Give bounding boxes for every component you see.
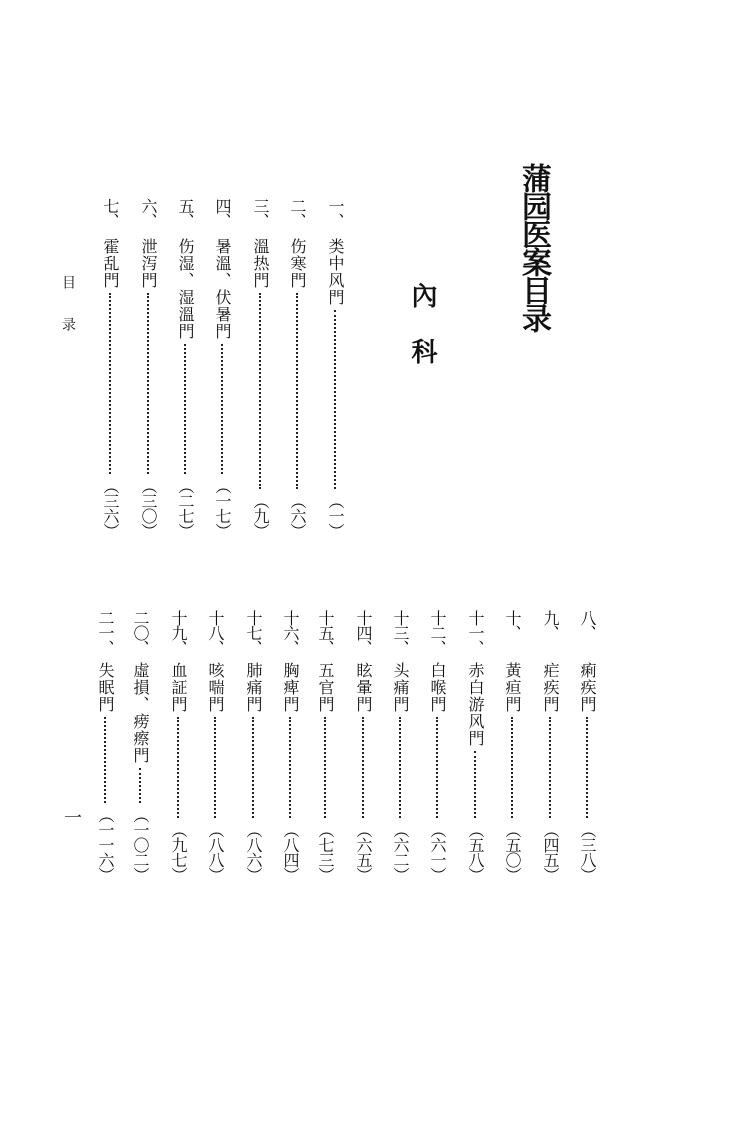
- toc-entry[interactable]: [540, 610, 560, 882]
- entry-title: 头痛門: [391, 662, 410, 713]
- dot-leader: [399, 717, 401, 818]
- dot-leader: [252, 717, 254, 818]
- entry-number: 二〇、: [131, 610, 150, 655]
- entry-number: 二、: [288, 198, 307, 228]
- entry-title: 五官門: [316, 662, 335, 713]
- entry-title: 暑溫、伏暑門: [213, 238, 232, 340]
- entry-title: 痢疾門: [578, 662, 597, 713]
- entry-title: 失眠門: [96, 662, 115, 713]
- entry-page: （七三）: [316, 822, 335, 882]
- dot-leader: [147, 293, 149, 474]
- dot-leader: [109, 293, 111, 474]
- entry-number: 五、: [176, 198, 195, 228]
- entry-number: 九、: [541, 610, 560, 640]
- entry-number: 七、: [101, 198, 120, 228]
- entry-page: （三八）: [578, 822, 597, 882]
- toc-entry[interactable]: [175, 198, 195, 538]
- section-heading: 內科: [407, 282, 437, 394]
- toc-entry[interactable]: [315, 610, 335, 882]
- entry-title: 霍乱門: [101, 238, 120, 289]
- entry-number: 二一、: [96, 610, 115, 655]
- entry-title: 眩暈門: [354, 662, 373, 713]
- entry-title: 虛損、痨瘵門: [131, 662, 150, 764]
- dot-leader: [436, 717, 438, 818]
- entry-page: （六一）: [428, 822, 447, 882]
- entry-page: （五八）: [466, 822, 485, 882]
- entry-number: 十一、: [466, 610, 485, 655]
- entry-title: 类中风門: [326, 238, 345, 306]
- entry-page: （一）: [326, 493, 345, 538]
- entry-page: （三〇）: [139, 478, 158, 538]
- entry-page: （六）: [288, 493, 307, 538]
- entry-number: 六、: [139, 198, 158, 228]
- entry-page: （三六）: [101, 478, 120, 538]
- entry-number: 一、: [326, 198, 345, 228]
- toc-entry[interactable]: [250, 198, 270, 538]
- entry-title: 胸痺門: [281, 662, 300, 713]
- dot-leader: [289, 717, 291, 818]
- dot-leader: [586, 717, 588, 818]
- entry-number: 十二、: [428, 610, 447, 655]
- entry-page: （一〇二）: [131, 807, 150, 882]
- dot-leader: [177, 717, 179, 818]
- entry-page: （四五）: [541, 822, 560, 882]
- entry-number: 十九、: [169, 610, 188, 655]
- entry-number: 十三、: [391, 610, 410, 655]
- entry-page: （九）: [251, 493, 270, 538]
- toc-entry[interactable]: [465, 610, 485, 882]
- toc-entry[interactable]: [427, 610, 447, 882]
- entry-page: （六二）: [391, 822, 410, 882]
- toc-entry[interactable]: [100, 198, 120, 538]
- entry-title: 黃疸門: [503, 662, 522, 713]
- dot-leader: [221, 344, 223, 474]
- toc-entry[interactable]: [287, 198, 307, 538]
- toc-entry[interactable]: [502, 610, 522, 882]
- toc-entry[interactable]: [138, 198, 158, 538]
- entry-number: 十六、: [281, 610, 300, 655]
- entry-title: 疟疾門: [541, 662, 560, 713]
- toc-entry[interactable]: [212, 198, 232, 538]
- toc-entry[interactable]: [325, 198, 345, 538]
- entry-page: （一一六）: [96, 807, 115, 882]
- dot-leader: [474, 751, 476, 818]
- entry-page: （九七）: [169, 822, 188, 882]
- entry-page: （六五）: [354, 822, 373, 882]
- page-number: 一: [61, 808, 82, 826]
- entry-title: 伤寒門: [288, 238, 307, 289]
- toc-entry[interactable]: [577, 610, 597, 882]
- toc-entry[interactable]: [243, 610, 263, 882]
- entry-number: 八、: [578, 610, 597, 640]
- toc-entry[interactable]: [390, 610, 410, 882]
- dot-leader: [104, 717, 106, 803]
- entry-number: 三、: [251, 198, 270, 228]
- dot-leader: [334, 310, 336, 489]
- dot-leader: [214, 717, 216, 818]
- entry-page: （二七）: [176, 478, 195, 538]
- dot-leader: [549, 717, 551, 818]
- entry-title: 伤湿、湿溫門: [176, 238, 195, 340]
- entry-number: 四、: [213, 198, 232, 228]
- entry-number: 十八、: [206, 610, 225, 655]
- toc-entry[interactable]: [168, 610, 188, 882]
- dot-leader: [259, 293, 261, 489]
- entry-title: 肺痛門: [244, 662, 263, 713]
- entry-title: 赤白游风門: [466, 662, 485, 747]
- dot-leader: [362, 717, 364, 818]
- entry-page: （一七）: [213, 478, 232, 538]
- entry-title: 白喉門: [428, 662, 447, 713]
- entry-title: 咳喘門: [206, 662, 225, 713]
- toc-entry[interactable]: [280, 610, 300, 882]
- entry-number: 十五、: [316, 610, 335, 655]
- entry-number: 十四、: [354, 610, 373, 655]
- entry-title: 泄泻門: [139, 238, 158, 289]
- toc-entry[interactable]: [130, 610, 150, 882]
- entry-page: （八八）: [206, 822, 225, 882]
- toc-entry[interactable]: [205, 610, 225, 882]
- entry-number: 十七、: [244, 610, 263, 655]
- dot-leader: [296, 293, 298, 489]
- entry-title: 溫热門: [251, 238, 270, 289]
- entry-number: 十、: [503, 610, 522, 640]
- dot-leader: [324, 717, 326, 818]
- dot-leader: [511, 717, 513, 818]
- toc-entry[interactable]: [95, 610, 115, 882]
- entry-page: （八六）: [244, 822, 263, 882]
- toc-entry[interactable]: [353, 610, 373, 882]
- dot-leader: [139, 768, 141, 803]
- entry-page: （五〇）: [503, 822, 522, 882]
- page-title: 蒲园医案目录: [516, 163, 551, 331]
- entry-title: 血証門: [169, 662, 188, 713]
- running-header: 目录: [60, 275, 76, 359]
- dot-leader: [184, 344, 186, 474]
- entry-page: （八四）: [281, 822, 300, 882]
